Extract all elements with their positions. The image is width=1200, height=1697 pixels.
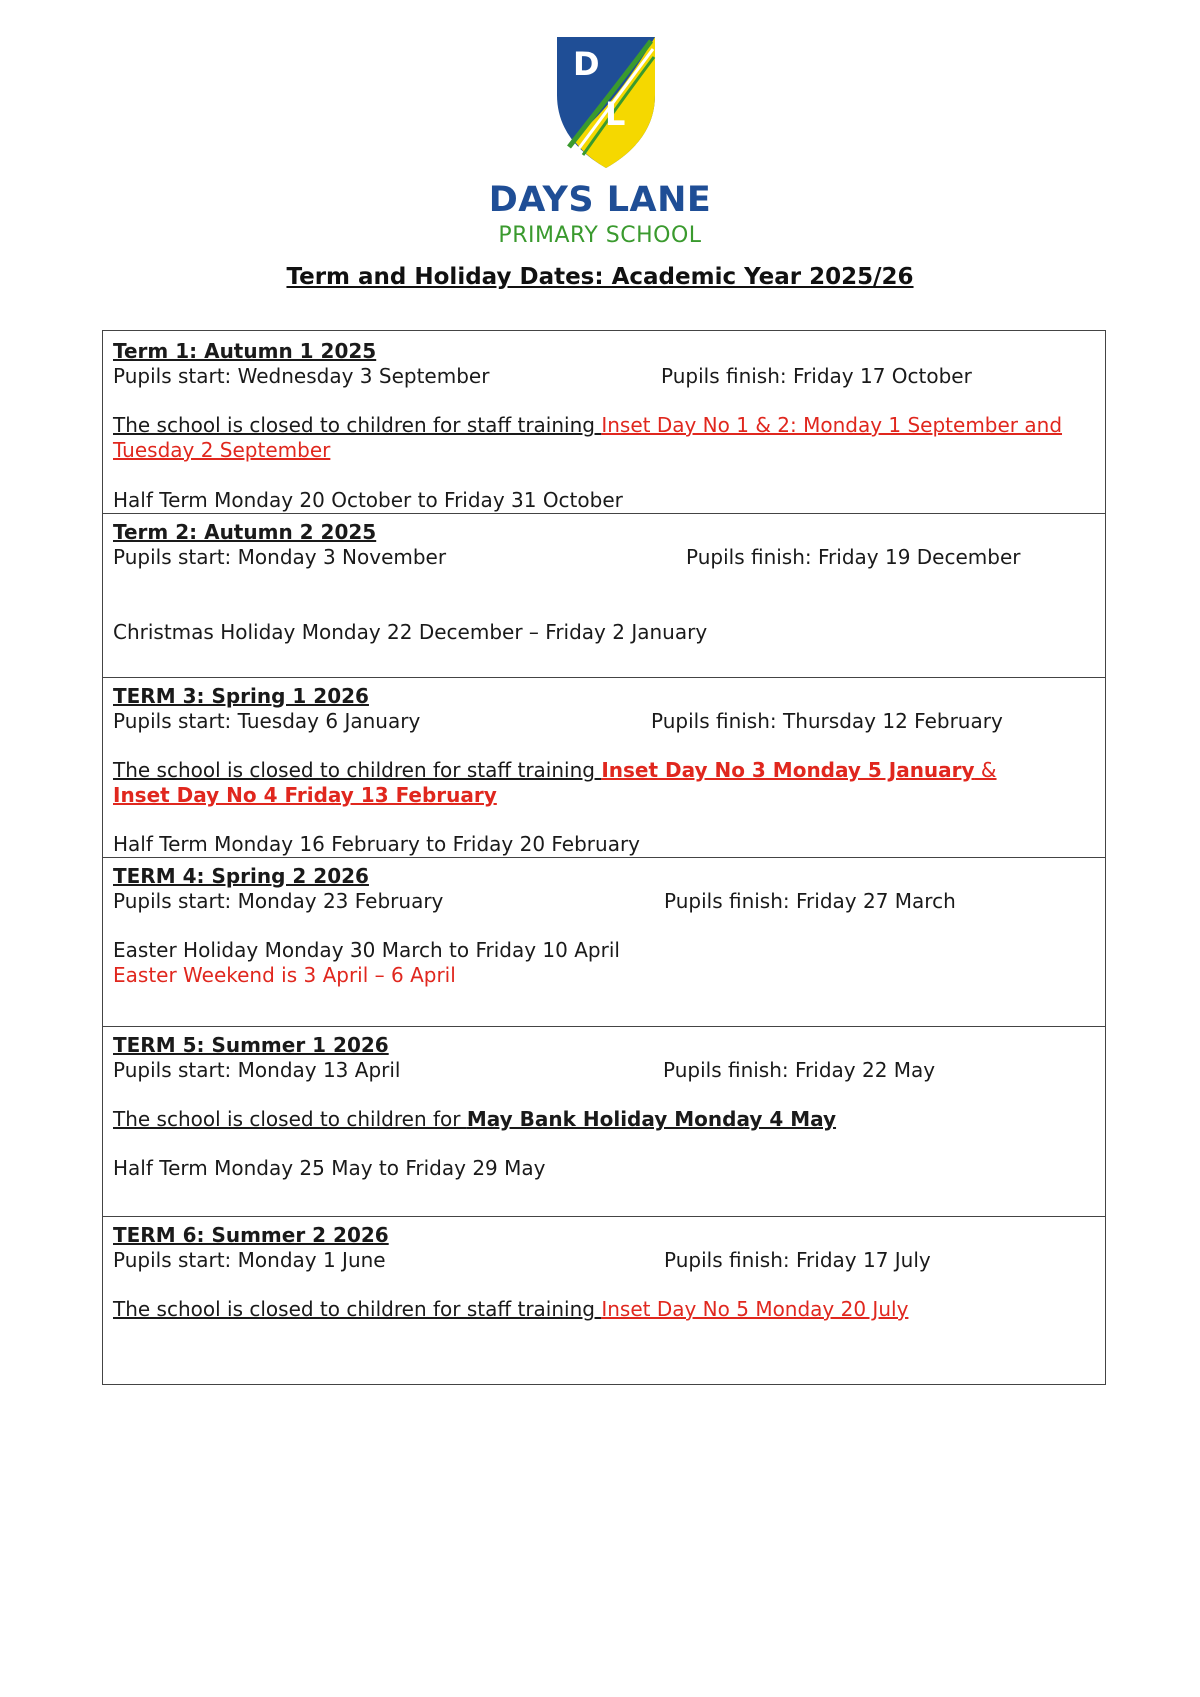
logo-letter-l: L <box>605 95 626 133</box>
holiday-text: Easter Holiday Monday 30 March to Friday 10 April <box>113 938 620 962</box>
term-2-cell <box>103 513 1105 677</box>
pupils-finish: Pupils finish: Thursday 12 February <box>651 709 1003 733</box>
inset-day-text: Inset Day No 1 & 2: Monday 1 September and <box>601 413 1063 437</box>
closure-note <box>113 413 1062 438</box>
term-heading: TERM 6: Summer 2 2026 <box>113 1223 389 1247</box>
document-title: Term and Holiday Dates: Academic Year 2025/26 <box>286 264 914 290</box>
pupils-finish: Pupils finish: Friday 27 March <box>664 889 956 913</box>
inset-day-text: Inset Day No 3 Monday 5 January <box>601 758 975 782</box>
closure-note-text: The school is closed to children for <box>113 1107 467 1131</box>
term-5-cell <box>103 1026 1105 1216</box>
holiday-text: Half Term Monday 20 October to Friday 31 October <box>113 488 623 512</box>
term-heading: TERM 5: Summer 1 2026 <box>113 1033 389 1057</box>
pupils-start: Pupils start: Monday 3 November <box>113 545 447 569</box>
term-heading: TERM 4: Spring 2 2026 <box>113 864 369 888</box>
inset-day-text-continued: Tuesday 2 September <box>113 438 331 462</box>
term-heading: TERM 3: Spring 1 2026 <box>113 684 369 708</box>
pupils-finish: Pupils finish: Friday 17 October <box>661 364 972 388</box>
pupils-start: Pupils start: Monday 13 April <box>113 1058 401 1082</box>
term-dates-table <box>102 330 1106 1385</box>
term-heading: Term 1: Autumn 1 2025 <box>113 339 377 363</box>
closure-note <box>113 1297 908 1322</box>
term-3-cell <box>103 677 1105 857</box>
pupils-start: Pupils start: Monday 1 June <box>113 1248 386 1272</box>
pupils-finish: Pupils finish: Friday 19 December <box>686 545 1021 569</box>
holiday-text: Half Term Monday 16 February to Friday 20 February <box>113 832 641 856</box>
holiday-text: Half Term Monday 25 May to Friday 29 May <box>113 1156 546 1180</box>
pupils-start: Pupils start: Wednesday 3 September <box>113 364 490 388</box>
pupils-finish: Pupils finish: Friday 17 July <box>664 1248 931 1272</box>
inset-day-text: Inset Day No 5 Monday 20 July <box>601 1297 909 1321</box>
logo-letter-d: D <box>573 45 600 83</box>
school-logo <box>555 35 657 170</box>
school-name: DAYS LANE <box>488 180 712 220</box>
term-heading: Term 2: Autumn 2 2025 <box>113 520 377 544</box>
pupils-finish: Pupils finish: Friday 22 May <box>663 1058 936 1082</box>
holiday-text: Christmas Holiday Monday 22 December – Friday 2 January <box>113 620 708 644</box>
pupils-start: Pupils start: Monday 23 February <box>113 889 444 913</box>
inset-day-ampersand: & <box>974 758 997 782</box>
term-1-cell <box>103 331 1105 513</box>
closure-note-text: The school is closed to children for staff training <box>113 758 602 782</box>
bank-holiday-text: May Bank Holiday Monday 4 May <box>466 1107 837 1131</box>
closure-note-text: The school is closed to children for staff training <box>113 413 602 437</box>
term-6-cell <box>103 1216 1105 1384</box>
pupils-start: Pupils start: Tuesday 6 January <box>113 709 421 733</box>
inset-day-text-continued: Inset Day No 4 Friday 13 February <box>113 783 497 807</box>
closure-note <box>113 758 997 783</box>
term-4-cell <box>103 857 1105 1026</box>
closure-note-text: The school is closed to children for staff training <box>113 1297 602 1321</box>
closure-note <box>113 1107 836 1132</box>
easter-weekend-text: Easter Weekend is 3 April – 6 April <box>113 963 456 987</box>
school-subname: PRIMARY SCHOOL <box>498 223 702 248</box>
